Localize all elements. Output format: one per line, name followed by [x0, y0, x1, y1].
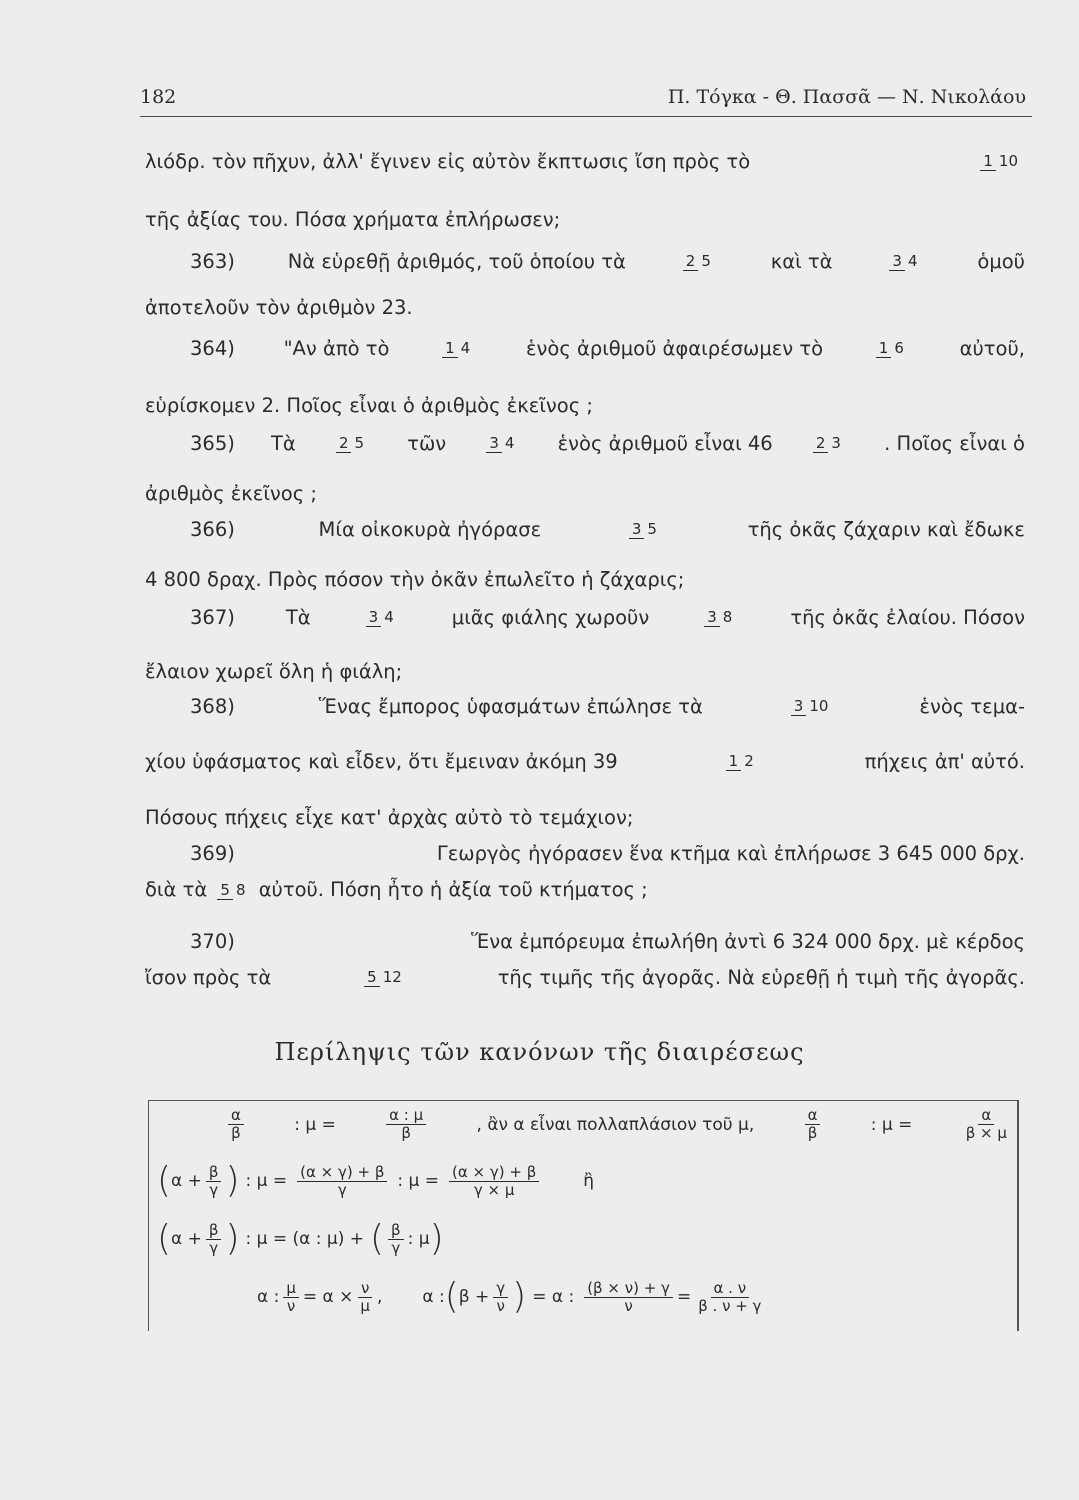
- text-line-2: [145, 208, 560, 231]
- rule-3: [157, 1218, 444, 1259]
- line-text: χίου ὑφάσματος καὶ εἶδεν, ὅτι ἔμειναν ἀκόμη 39: [145, 750, 618, 773]
- line-text: τῆς τιμῆς τῆς ἀγορᾶς. Νὰ εὑρεθῇ ἡ τιμὴ τῆς ἀγορᾶς.: [497, 966, 1025, 989]
- line-text: τῆς ἀξίας του. Πόσα χρήματα ἐπλήρωσεν;: [145, 208, 561, 231]
- fraction: $\frac{(\alpha \times \gamma) + \beta}{\gamma}$: [297, 1164, 387, 1199]
- problem-364: [190, 337, 1025, 360]
- separator: ,: [376, 1287, 383, 1307]
- text-line-12: [145, 660, 402, 683]
- problem-text: καὶ τὰ: [770, 250, 833, 273]
- section-title: Περίληψις τῶν κανόνων τῆς διαιρέσεως: [274, 1038, 805, 1066]
- line-text: 4 800 δραχ. Πρὸς πόσον τὴν ὀκᾶν ἐπωλεῖτο ἡ ζάχαρις;: [145, 568, 685, 591]
- problem-text: ὁμοῦ: [977, 250, 1025, 273]
- fraction: $\frac{\mu}{\nu}$: [283, 1280, 299, 1315]
- paren: (: [157, 1218, 172, 1259]
- problem-text: μιᾶς φιάλης χωροῦν: [451, 606, 650, 629]
- line-text: ἔλαιον χωρεῖ ὅλη ἡ φιάλη;: [145, 660, 403, 683]
- operator: : μ =: [245, 1171, 288, 1191]
- rules-summary-box: [148, 1100, 1019, 1331]
- term: α +: [171, 1171, 202, 1191]
- rule-2: [157, 1160, 595, 1201]
- text-line-17: [145, 878, 648, 901]
- fraction: $\frac{\beta}{\gamma}$: [206, 1164, 222, 1199]
- paren: (: [157, 1160, 172, 1201]
- fraction-1-10: 1 10: [980, 153, 1021, 171]
- problem-text: Ἕνας ἔμπορος ὑφασμάτων ἐπώλησε τὰ: [318, 695, 703, 718]
- fraction: 2 5: [683, 253, 714, 271]
- rule-1: [224, 1107, 1014, 1142]
- fraction: 3 10: [791, 698, 832, 716]
- fraction: 1 2: [726, 753, 757, 771]
- problem-366: [190, 518, 1025, 541]
- line-text: λιόδρ. τὸν πῆχυν, ἀλλ' ἔγινεν εἰς αὐτὸν ἔκπτωσις ἴση πρὸς τὸ: [145, 150, 751, 173]
- line-text: πήχεις ἀπ' αὐτό.: [864, 750, 1025, 773]
- fraction: 1 6: [876, 340, 907, 358]
- text-line-1: [145, 150, 1025, 173]
- problem-text: Μία οἰκοκυρὰ ἠγόρασε: [318, 518, 542, 541]
- problem-363: [190, 250, 1025, 273]
- line-text: ἴσον πρὸς τὰ: [145, 966, 272, 989]
- operator: : μ =: [397, 1171, 440, 1191]
- problem-text: τῆς ὀκᾶς ζάχαριν καὶ ἔδωκε: [747, 518, 1025, 541]
- problem-370: [190, 930, 1025, 953]
- problem-text: "Αν ἀπὸ τὸ: [283, 337, 390, 360]
- fraction: $\frac{\gamma}{\nu}$: [493, 1280, 508, 1315]
- problem-text: Ἕνα ἐμπόρευμα ἐπωλήθη ἀντὶ 6 324 000 δρχ. μὲ κέρδος: [471, 930, 1025, 953]
- fraction: 3 4: [889, 253, 920, 271]
- condition-text: , ἂν α εἶναι πολλαπλάσιον τοῦ μ,: [476, 1114, 755, 1135]
- text-line-8: [145, 482, 317, 505]
- header-rule: [140, 116, 1032, 117]
- paren: (: [370, 1218, 385, 1259]
- fraction: 3 4: [486, 435, 517, 453]
- problem-text: Γεωργὸς ἠγόρασεν ἕνα κτῆμα καὶ ἐπλήρωσε 3 645 000 δρχ.: [436, 842, 1025, 865]
- fraction: $\frac{\nu}{\mu}$: [357, 1280, 373, 1315]
- operator: = α ×: [302, 1287, 354, 1307]
- paren: ): [429, 1218, 444, 1259]
- term: α +: [171, 1229, 202, 1249]
- fraction: 3 4: [366, 609, 397, 627]
- problem-number: 370): [190, 930, 235, 953]
- paren: ): [225, 1160, 240, 1201]
- fraction: α β: [805, 1107, 821, 1142]
- problem-number: 367): [190, 606, 235, 629]
- problem-text: τῶν: [407, 432, 447, 455]
- term: : μ: [407, 1229, 430, 1249]
- problem-text: Νὰ εὑρεθῇ ἀριθμός, τοῦ ὁποίου τὰ: [287, 250, 626, 273]
- line-text: ἀριθμὸς ἐκεῖνος ;: [145, 482, 317, 505]
- problem-text: τῆς ὀκᾶς ἐλαίου. Πόσον: [790, 606, 1025, 629]
- problem-number: 363): [190, 250, 235, 273]
- fraction: $\frac{\beta}{\gamma}$: [206, 1222, 222, 1257]
- fraction: 2 5: [336, 435, 367, 453]
- line-text: ἀποτελοῦν τὸν ἀριθμὸν 23.: [145, 296, 413, 319]
- text-line-14: [145, 750, 1025, 773]
- text-line-15: [145, 806, 633, 829]
- problem-text: . Ποῖος εἶναι ὁ: [884, 432, 1025, 455]
- running-head: Π. Τόγκα - Θ. Πασσᾶ — Ν. Νικολάου: [667, 86, 1026, 108]
- fraction: 5 12: [364, 969, 405, 987]
- term: β +: [458, 1287, 490, 1307]
- line-text: διὰ τὰ: [145, 878, 208, 901]
- fraction: β γ: [388, 1222, 404, 1257]
- text-line-6: [145, 394, 593, 417]
- problem-number: 368): [190, 695, 235, 718]
- line-text: εὑρίσκομεν 2. Ποῖος εἶναι ὁ ἀριθμὸς ἐκεῖνος ;: [145, 394, 593, 417]
- fraction: $\frac{\alpha . \nu}{\beta . \nu + \gamma}$: [698, 1278, 762, 1315]
- fraction: $\frac{\alpha}{\beta \times \mu}$: [965, 1106, 1007, 1142]
- fraction: $\frac{(\beta \times \nu) + \gamma}{\nu}$: [584, 1280, 673, 1315]
- problem-text: Τὰ: [285, 606, 311, 629]
- rule-4: [257, 1276, 768, 1317]
- problem-number: 369): [190, 842, 235, 865]
- problem-number: 366): [190, 518, 235, 541]
- term: α :: [257, 1287, 280, 1307]
- term: α :: [422, 1287, 445, 1307]
- operator: =: [676, 1287, 692, 1307]
- fraction: $\frac{(\alpha \times \gamma) + \beta}{\gamma \times \mu}$: [449, 1164, 539, 1199]
- problem-368: [190, 695, 1025, 718]
- fraction: 5 8: [217, 882, 248, 900]
- line-text: Πόσους πήχεις εἶχε κατ' ἀρχὰς αὐτὸ τὸ τεμάχιον;: [145, 806, 634, 829]
- paren: ): [512, 1276, 527, 1317]
- conjunction: ἢ: [583, 1171, 595, 1191]
- operator: = α :: [532, 1287, 575, 1307]
- problem-369: [190, 842, 1025, 865]
- page-number: 182: [140, 86, 177, 108]
- problem-number: 364): [190, 337, 235, 360]
- problem-number: 365): [190, 432, 235, 455]
- text-line-4: [145, 296, 413, 319]
- fraction: $\frac{\alpha : \mu}{\beta}$: [386, 1107, 426, 1142]
- problem-text: Τὰ: [271, 432, 296, 455]
- fraction: 2 3: [813, 435, 844, 453]
- fraction: 1 4: [442, 340, 473, 358]
- fraction: 3 5: [629, 521, 660, 539]
- text-line-19: [145, 966, 1025, 989]
- problem-367: [190, 606, 1025, 629]
- problem-text: ἑνὸς τεμα-: [919, 695, 1025, 718]
- problem-text: αὐτοῦ,: [959, 337, 1025, 360]
- operator: : μ =: [870, 1114, 913, 1135]
- problem-text: ἑνὸς ἀριθμοῦ ἀφαιρέσωμεν τὸ: [525, 337, 824, 360]
- operator: : μ =: [294, 1114, 336, 1135]
- fraction: α β: [228, 1107, 244, 1142]
- paren: ): [225, 1218, 240, 1259]
- fraction: 3 8: [704, 609, 735, 627]
- problem-text: ἑνὸς ἀριθμοῦ εἶναι 46: [557, 432, 773, 455]
- operator: : μ = (α : μ) +: [245, 1229, 364, 1249]
- text-line-10: [145, 568, 684, 591]
- problem-365: [190, 432, 1025, 455]
- page-header: [140, 86, 1032, 118]
- line-text: αὐτοῦ. Πόση ἦτο ἡ ἀξία τοῦ κτήματος ;: [258, 878, 648, 901]
- paren: (: [444, 1276, 459, 1317]
